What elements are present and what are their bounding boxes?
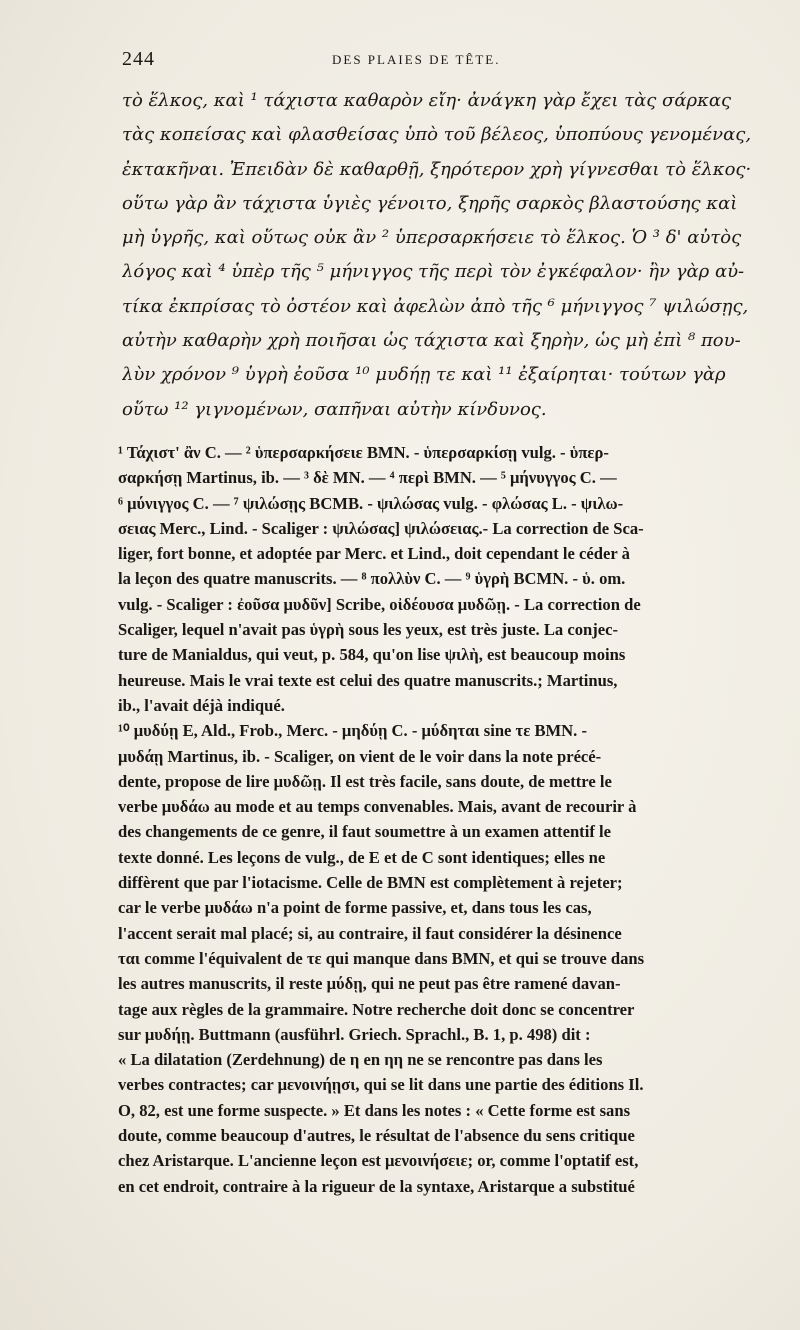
footnote-line: la leçon des quatre manuscrits. — ⁸ πολλὺν C. — ⁹ ὑγρὴ BCMN. - ὑ. om. xyxy=(118,569,626,589)
running-head: DES PLAIES DE TÊTE. xyxy=(332,52,501,67)
greek-main-text xyxy=(122,84,768,427)
footnote-line: texte donné. Les leçons de vulg., de E et de C sont identiques; elles ne xyxy=(118,847,606,867)
footnote-line: en cet endroit, contraire à la rigueur de la syntaxe, Aristarque a substitué xyxy=(118,1176,635,1196)
footnote-line: des changements de ce genre, il faut soumettre à un examen attentif le xyxy=(118,822,611,842)
page-number: 244 xyxy=(122,48,155,70)
main-text-line: τὸ ἕλκος, καὶ ¹ τάχιστα καθαρὸν εἴη· ἀνάγκη γὰρ ἔχει τὰς σάρκας xyxy=(122,90,732,111)
footnote-line: sur μυδήῃ. Buttmann (ausführl. Griech. Sprachl., B. 1, p. 498) dit : xyxy=(118,1024,591,1044)
footnote-line: doute, comme beaucoup d'autres, le résultat de l'absence du sens critique xyxy=(118,1126,635,1146)
footnote-line: les autres manuscrits, il reste μύδῃ, qui ne peut pas être ramené davan- xyxy=(118,974,621,994)
footnote-line: car le verbe μυδάω n'a point de forme passive, et, dans tous les cas, xyxy=(118,898,592,918)
page-header xyxy=(122,48,762,78)
main-text-line: τίκα ἐκπρίσας τὸ ὀστέον καὶ ἀφελὼν ἀπὸ τῆς ⁶ μήνιγγος ⁷ ψιλώσῃς, xyxy=(122,295,749,317)
footnote-line: ture de Manialdus, qui veut, p. 584, qu'on lise ψιλὴ, est beaucoup moins xyxy=(118,645,626,665)
main-text-line: αὐτὴν καθαρὴν χρὴ ποιῆσαι ὡς τάχιστα καὶ ξηρὴν, ὡς μὴ ἐπὶ ⁸ που- xyxy=(122,330,741,352)
footnote-line: ¹⁰ μυδύῃ E, Ald., Frob., Merc. - μηδύῃ C. - μύδηται sine τε BMN. - xyxy=(118,721,587,741)
main-text-line: οὕτω ¹² γιγνομένων, σαπῆναι αὐτὴν κίνδυνος. xyxy=(122,398,547,420)
footnotes xyxy=(118,440,770,1199)
main-text-line: μὴ ὑγρῆς, καὶ οὕτως οὐκ ἂν ² ὑπερσαρκήσειε τὸ ἕλκος. Ὁ ³ δ' αὐτὸς xyxy=(122,227,742,249)
footnote-line: verbes contractes; car μενοινήῃσι, qui se lit dans une partie des éditions Il. xyxy=(118,1075,644,1095)
footnote-line: ⁶ μύνιγγος C. — ⁷ ψιλώσῃς BCMB. - ψιλώσας vulg. - φλώσας L. - ψιλω- xyxy=(118,493,624,513)
footnote-line: Scaliger, lequel n'avait pas ὑγρὴ sous les yeux, est très juste. La conjec- xyxy=(118,620,619,640)
main-text-line: οὕτω γὰρ ἂν τάχιστα ὑγιὲς γένοιτο, ξηρῆς σαρκὸς βλαστούσης καὶ xyxy=(122,192,738,214)
main-text-line: ἐκτακῆναι. Ἐπειδὰν δὲ καθαρθῇ, ξηρότερον χρὴ γίγνεσθαι τὸ ἕλκος· xyxy=(122,158,752,180)
footnote-line: verbe μυδάω au mode et au temps convenables. Mais, avant de recourir à xyxy=(118,797,637,817)
main-text-line: τὰς κοπείσας καὶ φλασθείσας ὑπὸ τοῦ βέλεος, ὑποπύους γενομένας, xyxy=(122,124,752,146)
footnote-line: vulg. - Scaliger : ἐοῦσα μυδῦν] Scribe, οἰδέουσα μυδῶῃ. - La correction de xyxy=(118,594,641,614)
footnote-line: heureuse. Mais le vrai texte est celui des quatre manuscrits.; Martinus, xyxy=(118,670,618,690)
main-text-line: λὺν χρόνον ⁹ ὑγρὴ ἐοῦσα ¹⁰ μυδήῃ τε καὶ ¹¹ ἐξαίρηται· τούτων γὰρ xyxy=(122,364,726,386)
footnote-line: liger, fort bonne, et adoptée par Merc. et Lind., doit cependant le céder à xyxy=(118,544,630,564)
footnote-line: ¹ Τάχιστ' ἂν C. — ² ὑπερσαρκήσειε BMN. - ὑπερσαρκίσῃ vulg. - ὑπερ- xyxy=(118,443,609,462)
footnote-line: O, 82, est une forme suspecte. » Et dans les notes : « Cette forme est sans xyxy=(118,1100,631,1120)
main-text-line: λόγος καὶ ⁴ ὑπὲρ τῆς ⁵ μήνιγγος τῆς περὶ τὸν ἐγκέφαλον· ἢν γὰρ αὐ- xyxy=(122,261,745,283)
footnote-line: tage aux règles de la grammaire. Notre recherche doit donc se concentrer xyxy=(118,999,635,1019)
footnote-line: l'accent serait mal placé; si, au contraire, il faut considérer la désinence xyxy=(118,923,622,943)
footnote-line: ib., l'avait déjà indiqué. xyxy=(118,695,285,715)
footnote-line: σαρκήσῃ Martinus, ib. — ³ δὲ MN. — ⁴ περὶ BMN. — ⁵ μήνυγγος C. — xyxy=(118,468,617,488)
footnote-line: μυδάῃ Martinus, ib. - Scaliger, on vient de le voir dans la note précé- xyxy=(118,746,602,766)
footnote-line: dente, propose de lire μυδῶῃ. Il est très facile, sans doute, de mettre le xyxy=(118,771,612,791)
footnote-line: « La dilatation (Zerdehnung) de η en ηη ne se rencontre pas dans les xyxy=(118,1050,603,1070)
footnote-line: ται comme l'équivalent de τε qui manque dans BMN, et qui se trouve dans xyxy=(118,948,645,968)
footnote-line: σειας Merc., Lind. - Scaliger : ψιλώσας] ψιλώσειας.- La correction de Sca- xyxy=(118,518,644,538)
footnote-line: diffèrent que par l'iotacisme. Celle de BMN est complètement à rejeter; xyxy=(118,873,623,893)
footnote-line: chez Aristarque. L'ancienne leçon est μενοινήσειε; or, comme l'optatif est, xyxy=(118,1151,639,1171)
